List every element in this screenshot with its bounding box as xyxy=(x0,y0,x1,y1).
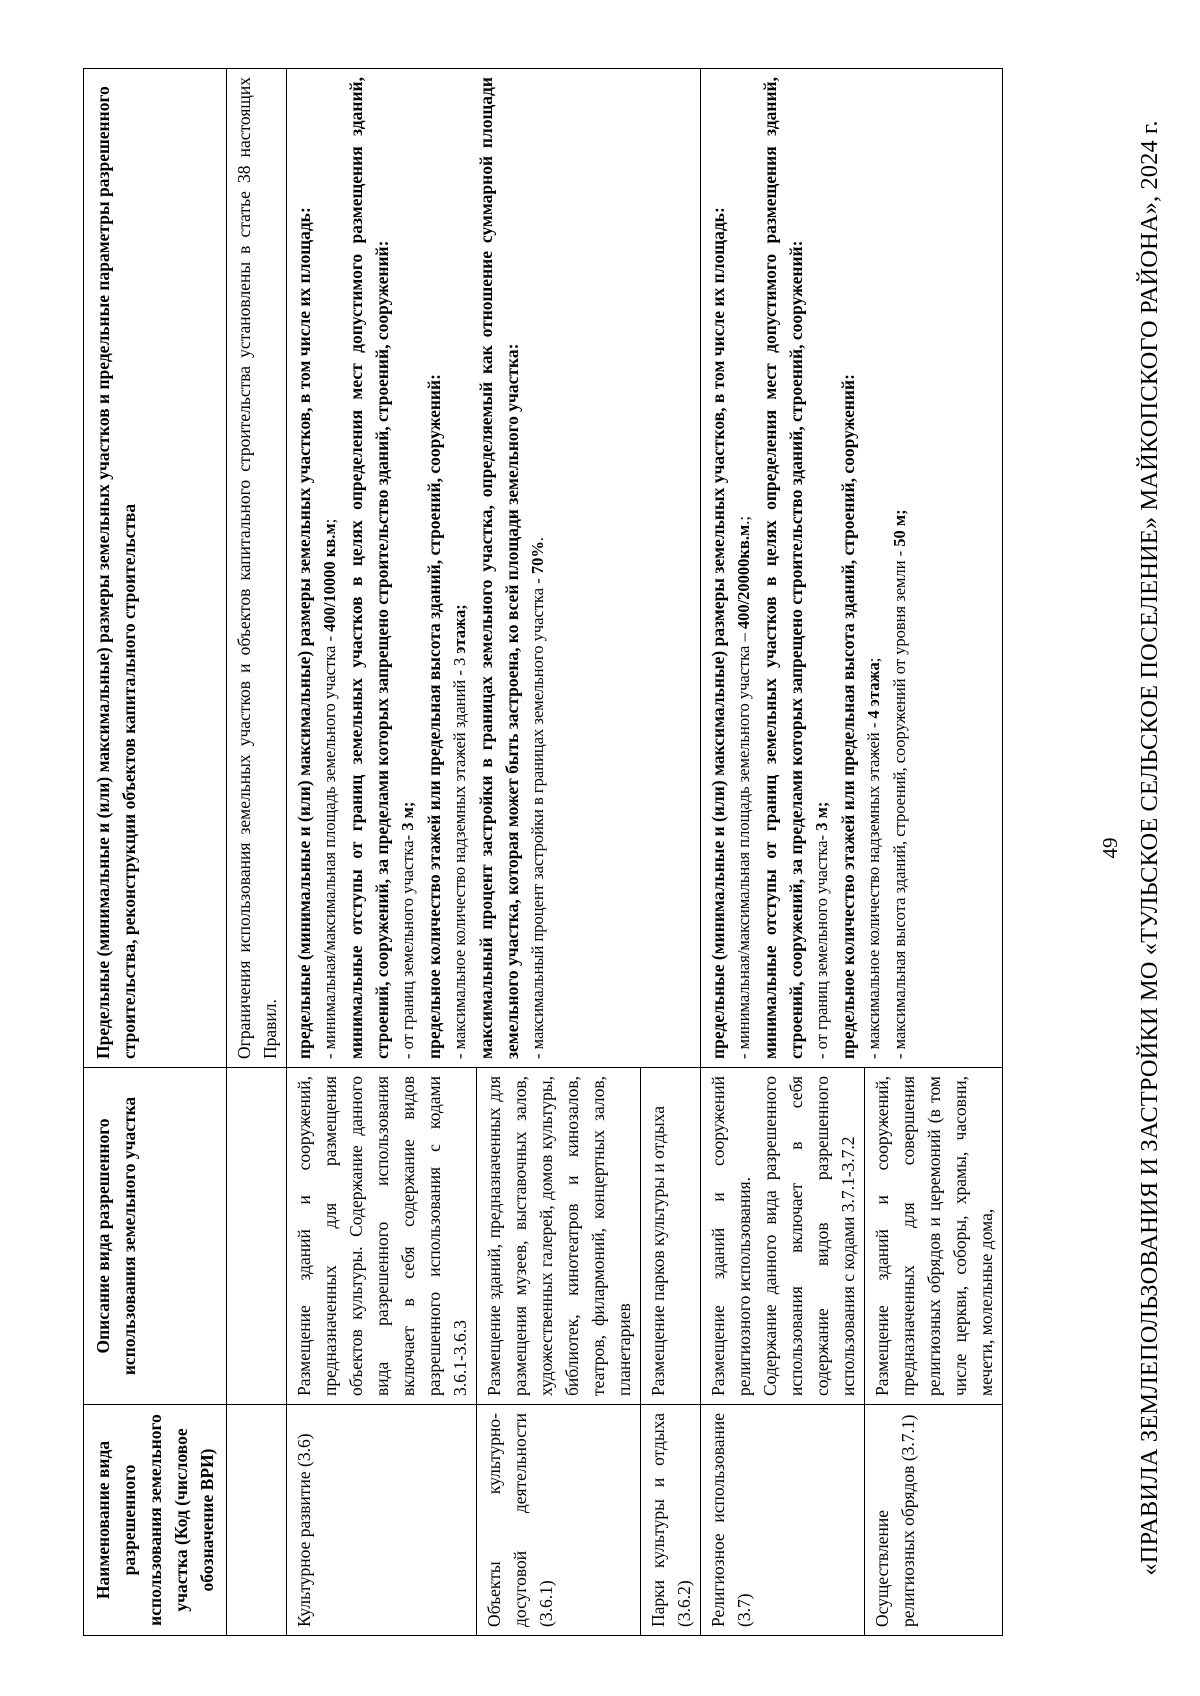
table-header-row xyxy=(84,69,227,1636)
vri-name: Осуществление религиозных обрядов (3.7.1) xyxy=(865,1405,1003,1636)
restrictions-row xyxy=(227,69,287,1636)
param-setback-heading: минимальные отступы от границ земельных участков в целях определения мест допустимого размещения зданий, строений, сооружений, за пределами которых запрещено строительство зданий, строений, сооружений: xyxy=(760,77,806,1059)
param-height: - максимальная высота зданий, строений, сооружений от уровня земли - 50 м; xyxy=(890,509,909,1059)
param-floors: - максимальное количество надземных этажей зданий - 3 этажа; xyxy=(450,604,469,1059)
vri-description xyxy=(701,1068,865,1405)
param-size-heading: предельные (минимальные и (или) максимальные) размеры земельных участков, в том числе их площадь: xyxy=(294,207,314,1059)
param-floors-heading: предельное количество этажей или предельная высота зданий, строений, сооружений: xyxy=(838,374,858,1059)
vri-name: Религиозное использование (3.7) xyxy=(701,1405,865,1636)
param-setback: - от границ земельного участка- 3 м; xyxy=(398,801,417,1059)
vri-name: Культурное развитие (3.6) xyxy=(287,1405,477,1636)
table-row xyxy=(701,69,865,1636)
param-size-heading: предельные (минимальные и (или) максимальные) размеры земельных участков, в том числе их площадь: xyxy=(708,207,728,1059)
vri-name: Объекты культурно-досуговой деятельности (3.6.1) xyxy=(477,1405,641,1636)
param-setback-heading: минимальные отступы от границ земельных участков в целях определения мест допустимого размещения зданий, строений, сооружений, за пределами которых запрещено строительство зданий, строений, сооружений: xyxy=(346,77,392,1059)
restrictions-text: Ограничения использования земельных участков и объектов капитального строительства установлены в статье 38 настоящих Правил. xyxy=(227,69,287,1068)
param-coverage: - максимальный процент застройки в границах земельного участка - 70%. xyxy=(528,537,547,1059)
table-row xyxy=(287,69,477,1636)
vri-description: Размещение зданий и сооружений, предназначенных для размещения объектов культуры. Содержание данного вида разрешенного использования включает в себя содержание видов разрешенного использования с кодами 3.6.1-3.6.3 xyxy=(287,1068,477,1405)
vri-description: Размещение зданий и сооружений, предназначенных для совершения религиозных обрядов и церемоний (в том числе церкви, соборы, храмы, часовни, мечети, молельные дома, xyxy=(865,1068,1003,1405)
empty-cell xyxy=(227,1405,287,1636)
land-use-table xyxy=(83,68,1003,1636)
param-setback: - от границ земельного участка- 3 м; xyxy=(812,801,831,1059)
param-floors: - максимальное количество надземных этажей - 4 этажа; xyxy=(864,657,883,1059)
empty-cell xyxy=(227,1068,287,1405)
vri-description-part: Размещение зданий и сооружений религиозного использования. xyxy=(708,1076,754,1396)
header-name: Наименование вида разрешенного использования земельного участка (Код (числовое обозначение ВРИ) xyxy=(84,1405,227,1636)
vri-name: Парки культуры и отдыха (3.6.2) xyxy=(641,1405,701,1636)
param-area: - минимальная/максимальная площадь земельного участка – 400/20000кв.м.; xyxy=(734,516,753,1059)
header-params: Предельные (минимальные и (или) максимальные) размеры земельных участков и предельные параметры разрешенного строительства, реконструкции объектов капитального строительства xyxy=(84,69,227,1068)
vri-description-part: Содержание данного вида разрешенного использования включает в себя содержание видов разрешенного использования с кодами 3.7.1-3.7.2 xyxy=(760,1076,858,1396)
vri-description: Размещение зданий, предназначенных для размещения музеев, выставочных залов, художественных галерей, домов культуры, библиотек, кинотеатров и кинозалов, театров, филармоний, концертных залов, планетариев xyxy=(477,1068,641,1405)
param-floors-heading: предельное количество этажей или предельная высота зданий, строений, сооружений: xyxy=(424,374,444,1059)
header-description: Описание вида разрешенного использования земельного участка xyxy=(84,1068,227,1405)
page-number: 49 xyxy=(1098,837,1122,859)
document-footer: «ПРАВИЛА ЗЕМЛЕПОЛЬЗОВАНИЯ И ЗАСТРОЙКИ МО «ТУЛЬСКОЕ СЕЛЬСКОЕ ПОСЕЛЕНИЕ» МАЙКОПСКОГО РАЙОНА», 2024 г. xyxy=(1136,120,1163,1576)
vri-description: Размещение парков культуры и отдыха xyxy=(641,1068,701,1405)
vri-params xyxy=(701,69,1003,1068)
vri-params xyxy=(287,69,701,1068)
param-coverage-heading: максимальный процент застройки в границах земельного участка, определяемый как отношение суммарной площади земельного участка, которая может быть застроена, ко всей площади земельного участка: xyxy=(476,77,522,1059)
param-area: - минимальная/максимальная площадь земельного участка - 400/10000 кв.м; xyxy=(320,518,339,1059)
